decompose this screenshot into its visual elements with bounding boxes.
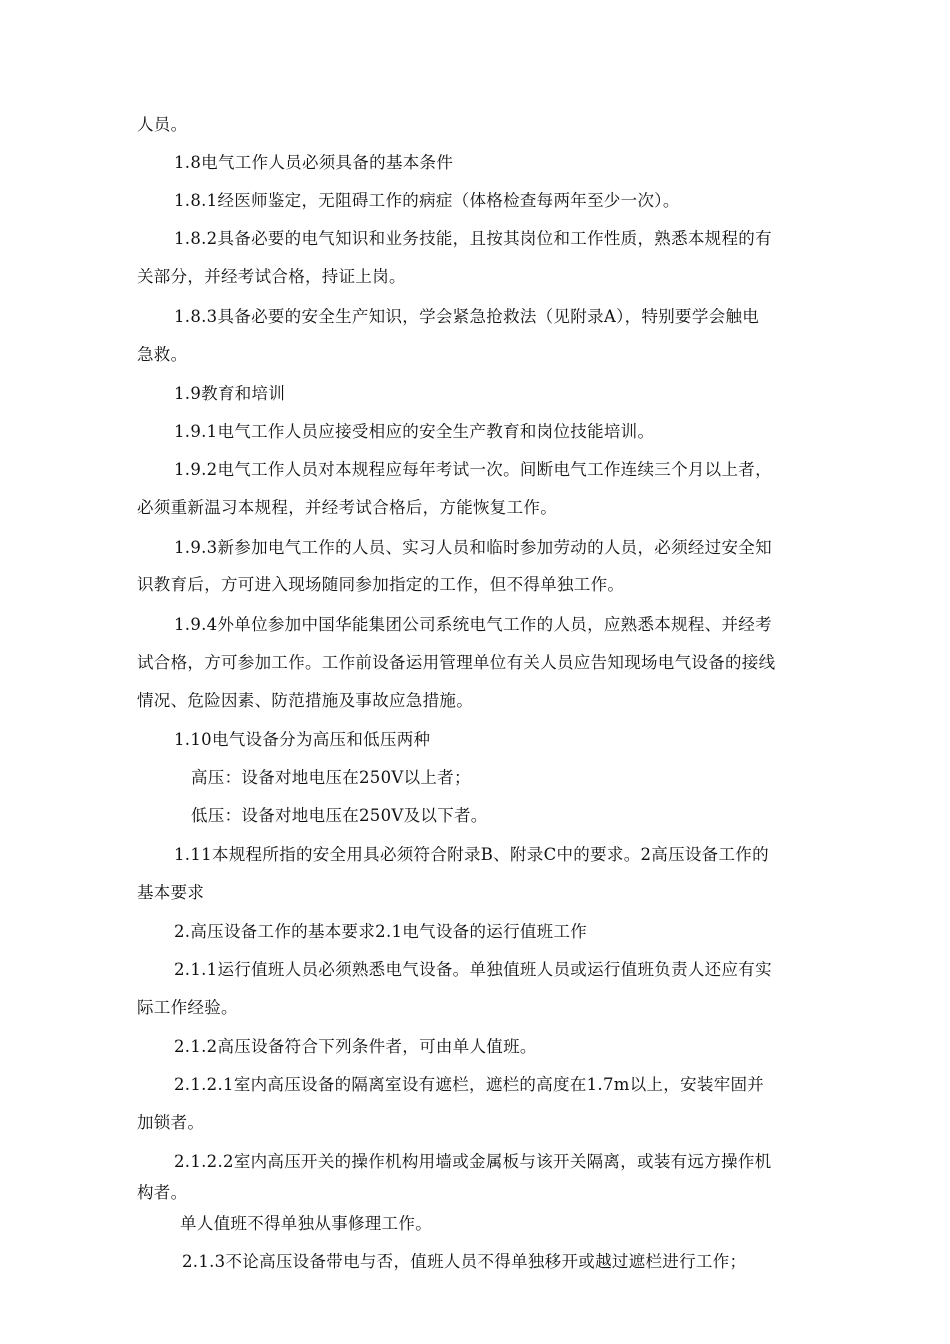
text-line: 1.9.2电气工作人员对本规程应每年考试一次。间断电气工作连续三个月以上者， [174, 460, 772, 479]
text-line: 低压：设备对地电压在250V及以下者。 [191, 806, 488, 825]
text-line: 识教育后，方可进入现场随同参加指定的工作，但不得单独工作。 [137, 575, 625, 594]
text-line: 2.1.3不论高压设备带电与否，值班人员不得单独移开或越过遮栏进行工作； [182, 1252, 747, 1271]
text-line: 急救。 [137, 345, 188, 364]
text-line: 1.8.1经医师鉴定，无阻碍工作的病症（体格检查每两年至少一次）。 [174, 191, 680, 210]
text-line: 高压：设备对地电压在250V以上者； [191, 768, 471, 787]
text-line: 2.1.2高压设备符合下列条件者，可由单人值班。 [174, 1037, 537, 1056]
text-line: 单人值班不得单独从事修理工作。 [180, 1214, 432, 1233]
text-line: 1.8.3具备必要的安全生产知识，学会紧急抢救法（见附录A），特别要学会触电 [174, 307, 760, 326]
text-line: 1.8.2具备必要的电气知识和业务技能，且按其岗位和工作性质，熟悉本规程的有 [174, 229, 772, 248]
text-line: 加锁者。 [137, 1113, 205, 1132]
text-line: 关部分，并经考试合格，持证上岗。 [137, 267, 406, 286]
text-line: 1.9.4外单位参加中国华能集团公司系统电气工作的人员，应熟悉本规程、并经考 [174, 615, 772, 634]
text-line: 情况、危险因素、防范措施及事故应急措施。 [137, 691, 473, 710]
text-line: 试合格，方可参加工作。工作前设备运用管理单位有关人员应告知现场电气设备的接线 [137, 653, 776, 672]
section-heading: 1.9教育和培训 [174, 384, 286, 403]
text-line: 1.9.1电气工作人员应接受相应的安全生产教育和岗位技能培训。 [174, 422, 655, 441]
text-line: 2.1.2.1室内高压设备的隔离室设有遮栏，遮栏的高度在1.7m以上，安装牢固并 [174, 1075, 765, 1094]
text-line: 基本要求 [137, 883, 205, 902]
text-line: 1.9.3新参加电气工作的人员、实习人员和临时参加劳动的人员，必须经过安全知 [174, 538, 772, 557]
text-line: 2.1.1运行值班人员必须熟悉电气设备。单独值班人员或运行值班负责人还应有实 [174, 960, 772, 979]
text-line: 人员。 [137, 115, 188, 134]
text-line: 际工作经验。 [137, 998, 238, 1017]
text-line: 1.11本规程所指的安全用具必须符合附录B、附录C中的要求。2高压设备工作的 [174, 845, 769, 864]
section-heading: 2.高压设备工作的基本要求2.1电气设备的运行值班工作 [174, 922, 588, 941]
section-heading: 1.8电气工作人员必须具备的基本条件 [174, 153, 454, 172]
section-heading: 1.10电气设备分为高压和低压两种 [174, 730, 431, 749]
text-line: 2.1.2.2室内高压开关的操作机构用墙或金属板与该开关隔离，或装有远方操作机 [174, 1152, 772, 1171]
text-line: 必须重新温习本规程，并经考试合格后，方能恢复工作。 [137, 498, 557, 517]
text-line: 构者。 [137, 1183, 188, 1202]
